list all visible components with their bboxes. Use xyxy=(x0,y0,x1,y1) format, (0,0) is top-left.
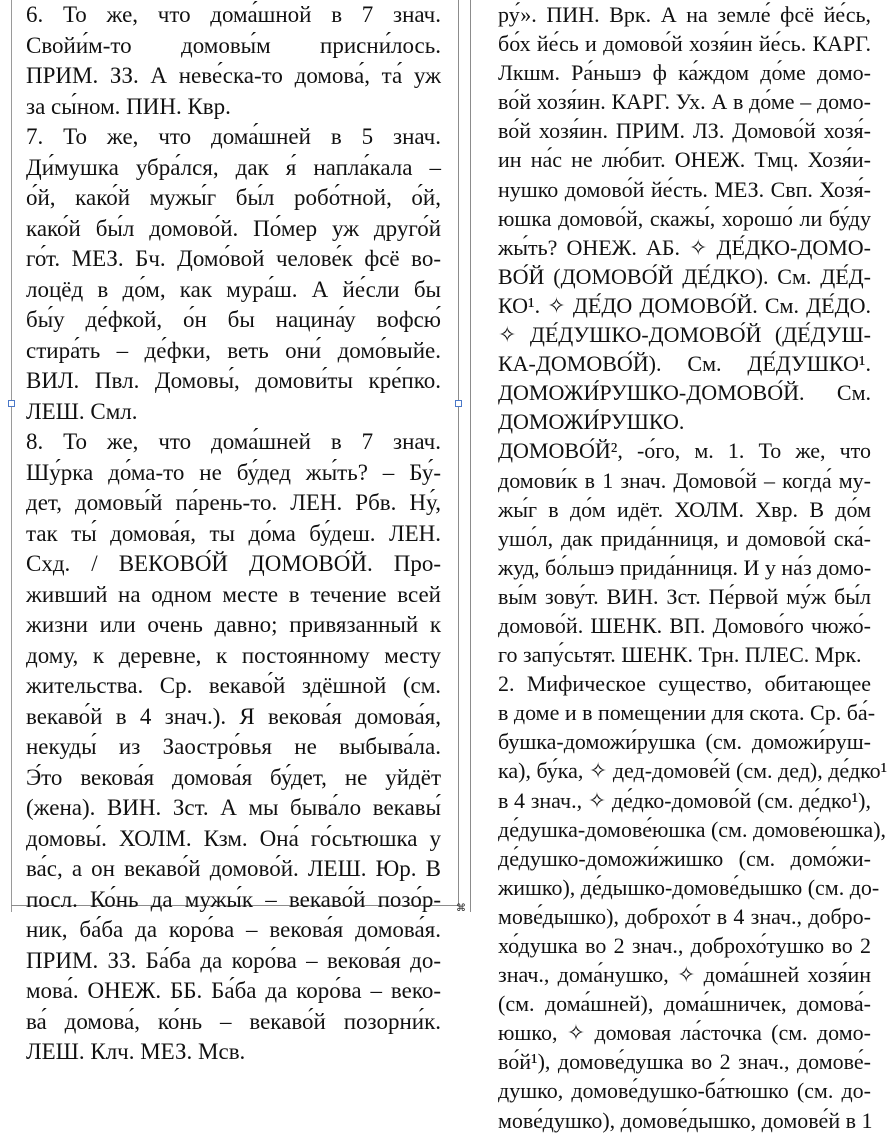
text-line: жишко), де́дышко-домове́дышко (см. до- xyxy=(498,874,880,900)
text-line: 2. Мифическое существо, обитающее xyxy=(498,671,871,697)
text-line: ДОМОЖИ́РУШКО. xyxy=(498,409,685,435)
text-line: во́й хозя́ин. КАРГ. Ух. А в до́ме – домо- xyxy=(498,89,871,115)
text-line: ПРИМ. ЗЗ. Ба́ба да коро́ва – векова́я до- xyxy=(26,947,441,973)
text-line: ВО́Й (ДОМОВО́Й ДЕ́ДКО). См. ДЕ́Д- xyxy=(498,263,871,289)
anchor-icon: ⌘ xyxy=(456,903,466,914)
text-line: дет, домовы́й па́рень-то. ЛЕН. Рбв. Ну́, xyxy=(26,490,441,515)
text-line: ру́». ПИН. Врк. А на земле́ фсё йе́сь, xyxy=(498,2,871,27)
text-line: ВИЛ. Пвл. Домовы́, домови́ты кре́пко. xyxy=(26,368,441,393)
text-line: юшка домово́й, скажы́, хорошо́ ли бу́ду xyxy=(498,205,871,231)
text-line: ДОМОЖИ́РУШКО-ДОМОВО́Й. См. xyxy=(498,380,871,406)
text-line: КО¹. ✧ ДЕ́ДО ДОМОВО́Й. См. ДЕ́ДО. xyxy=(498,292,871,318)
text-line: 7. То же, что дома́шней в 5 знач. xyxy=(26,124,441,149)
text-line: знач., дома́нушко, ✧ дома́шней хозя́ин xyxy=(498,962,871,988)
text-line: домови́к в 1 знач. Домово́й – когда́ му- xyxy=(498,467,871,493)
text-line: ЛЕШ. Смл. xyxy=(26,398,138,424)
text-line: жуд, бо́льшэ прида́нниця. И у на́з домо- xyxy=(498,554,872,580)
text-line: душко, домове́душко-ба́тюшко (см. до- xyxy=(498,1078,871,1104)
text-line: стира́ть – де́фки, веть они́ домо́выйе. xyxy=(26,337,441,363)
text-line: жы́г в до́м идёт. ХОЛМ. Хвр. В до́м xyxy=(498,496,871,522)
text-line: ПРИМ. ЗЗ. А неве́ска-то домова́, та́ уж xyxy=(26,63,441,88)
text-line: в доме и в помещении для скота. Ср. ба́- xyxy=(498,700,876,726)
text-line: домовы́. ХОЛМ. Кзм. Она́ го́сьтюшка у xyxy=(26,825,441,851)
text-line: вы́м зову́т. ВИН. Зст. Пе́рвой му́ж бы́л xyxy=(498,583,871,609)
text-line: 6. То же, что дома́шной в 7 знач. xyxy=(26,2,441,27)
text-line: Шу́рка до́ма-то не бу́дед жы́ть? – Бу́- xyxy=(26,459,441,485)
text-line: го́т. МЕЗ. Бч. Домо́вой челове́к фсё во- xyxy=(26,246,441,271)
text-line: векаво́й в 4 знач.). Я векова́я домова́я, xyxy=(26,703,441,729)
text-line: живший на одном месте в течение всей xyxy=(26,581,441,607)
text-line: бо́х йе́сь и домово́й хозя́ин йе́сь. КАРГ. xyxy=(498,31,871,57)
text-line: ва́с, а он векаво́й домово́й. ЛЕШ. Юр. В xyxy=(26,856,441,881)
text-line: ушо́л, дак прида́нниця, и домово́й ска́- xyxy=(498,525,871,551)
resize-handle-right[interactable] xyxy=(455,400,462,407)
text-line: жительства. Ср. векаво́й здёшной (см. xyxy=(26,673,441,698)
text-line: ка), бу́ка, ✧ дед-домове́й (см. дед), де́дко¹ xyxy=(498,758,887,784)
text-line: ЛЕШ. Клч. МЕЗ. Мсв. xyxy=(26,1039,246,1064)
column-gutter-line xyxy=(470,0,471,912)
text-line: посл. Ко́нь да мужы́к – векаво́й позо́р- xyxy=(26,886,441,912)
text-line: де́душко-доможи́жишко (см. домо́жи- xyxy=(498,845,871,871)
text-line: 8. То же, что дома́шней в 7 знач. xyxy=(26,429,441,454)
resize-handle-left[interactable] xyxy=(8,400,15,407)
text-line: хо́душка во 2 знач., доброхо́тушко во 2 xyxy=(498,933,871,958)
text-line: Лкшм. Ра́ньшэ ф ка́ждом до́ме домо- xyxy=(498,60,871,86)
text-line: жы́ть? ОНЕЖ. АБ. ✧ ДЕ́ДКО-ДОМО- xyxy=(498,234,871,260)
text-line: како́й бы́л домово́й. По́мер уж друго́й xyxy=(26,215,441,241)
text-line: лоцёд в до́м, как мура́ш. А йе́сли бы xyxy=(26,276,441,302)
text-line: ДОМОВО́Й², -о́го, м. 1. То же, что xyxy=(498,438,871,464)
text-line: в 4 знач., ✧ де́дко-домово́й (см. де́дко¹), xyxy=(498,787,871,813)
text-line: мове́дышко), доброхо́т в 4 знач., добро- xyxy=(498,903,871,929)
text-line: ин на́с не лю́бит. ОНЕЖ. Тмц. Хозя́и- xyxy=(498,147,871,173)
text-line: некуды́ из Заостро́вья не выбыва́ла. xyxy=(26,734,441,759)
text-line: о́й, како́й мужы́г бы́л робо́тной, о́й, xyxy=(26,185,441,210)
text-line: мова́. ОНЕЖ. ББ. Ба́ба да коро́ва – веко- xyxy=(26,978,441,1003)
text-line: го запу́сьтят. ШЕНК. Трн. ПЛЕС. Мрк. xyxy=(498,642,862,668)
text-line: КА-ДОМОВО́Й). См. ДЕ́ДУШКО¹. xyxy=(498,351,871,377)
dictionary-column-left xyxy=(26,0,441,1068)
text-line: ва́ домова́, ко́нь – векаво́й позорни́к. xyxy=(26,1008,441,1034)
text-line: юшко, ✧ домовая ла́сточка (см. домо- xyxy=(498,1020,871,1046)
text-line: Э́то векова́я домова́я бу́дет, не уйдёт xyxy=(26,764,441,790)
text-line: Ди́мушка убра́лся, дак я́ напла́кала – xyxy=(26,154,441,180)
text-line: ✧ ДЕ́ДУШКО-ДОМОВО́Й (ДЕ́ДУШ- xyxy=(498,322,871,348)
text-line: (см. дома́шней), дома́шничек, домова́- xyxy=(498,991,871,1017)
text-line: ник, ба́ба да коро́ва – векова́я домова́я. xyxy=(26,917,441,942)
text-line: во́й хозя́ин. ПРИМ. ЛЗ. Домово́й хозя́- xyxy=(498,118,871,144)
text-line: (жена). ВИН. Зст. А мы быва́ло векавы́ xyxy=(26,795,441,820)
dictionary-column-right xyxy=(498,0,887,1135)
text-line: во́й¹), домове́душка во 2 знач., домове́- xyxy=(498,1049,871,1075)
text-line: Схд. / ВЕКОВО́Й ДОМОВО́Й. Про- xyxy=(26,551,441,576)
text-line: бы́у де́фкой, о́н бы нацина́у вофсю́ xyxy=(26,307,441,332)
text-line: мове́душко), домове́дышко, домове́й в 1 xyxy=(498,1107,873,1133)
text-line: за сы́ном. ПИН. Квр. xyxy=(26,93,231,119)
text-line: домово́й. ШЕНК. ВП. Домово́го чюжо́- xyxy=(498,612,871,638)
text-line: бушка-доможи́рушка (см. доможи́руш- xyxy=(498,729,871,755)
text-line: нушко домово́й йе́сть. МЕЗ. Свп. Хозя́- xyxy=(498,176,871,202)
text-line: дому, к деревне, к постоянному месту xyxy=(26,642,441,668)
text-line: так ты́ домова́я, ты до́ма бу́деш. ЛЕН. xyxy=(26,520,441,546)
text-line: де́душка-домове́юшка (см. домове́юшка), xyxy=(498,816,887,842)
text-line: жизни или очень давно; привязанный к xyxy=(26,612,441,637)
text-line: Свойи́м-то домовы́м присни́лось. xyxy=(26,32,441,58)
